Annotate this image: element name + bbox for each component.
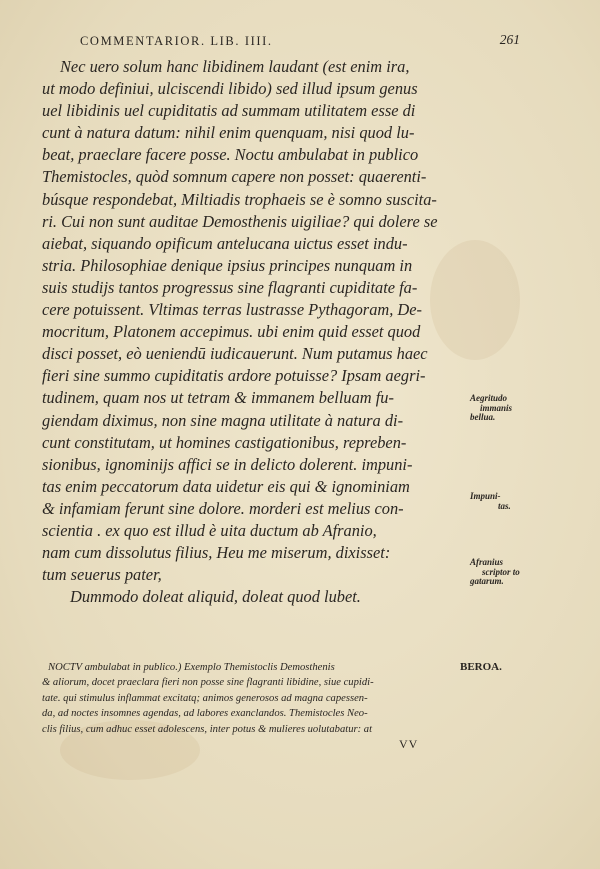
margin-note-aegritudo <box>470 394 544 423</box>
margin-note-line: bellua. <box>470 412 496 422</box>
text-line: tudinem, quam nos ut tetram & immanem belluam fu- <box>42 388 394 408</box>
text-line: cere potuissent. Vltimas terras lustrasse Pythagoram, De- <box>42 300 422 320</box>
text-line: uel libidinis uel cupiditatis ad summam utilitatem esse di <box>42 101 416 121</box>
text-line: tum seuerus pater, <box>42 565 162 585</box>
margin-note-line: tas. <box>498 500 511 511</box>
margin-note-line: Afranius <box>470 557 504 567</box>
text-line: scientia . ex quo est illud è uita ductum ab Afranio, <box>42 520 377 540</box>
commentary-line: clis filius, cum adhuc esset adolescens, inter potus & mulieres uolutabatur: at <box>42 723 373 735</box>
text-line: giendam diximus, non sine magna utilitate à natura di- <box>42 410 404 430</box>
commentary-line: tate. qui stimulus inflammat excitatq; animos generosos ad magna capessen- <box>42 692 368 704</box>
margin-note-line: scriptor to <box>482 566 520 577</box>
text-line: disci posset, eò ueniendū iudicauerunt. Num putamus haec <box>42 344 428 364</box>
verse-line: Dummodo doleat aliquid, doleat quod lubet. <box>70 587 361 607</box>
margin-note-line: Aegritudo <box>470 393 508 403</box>
running-head <box>80 34 520 49</box>
text-line: fieri sine summo cupiditatis ardore potuisse? Ipsam aegri- <box>42 366 426 386</box>
paper-stain <box>430 240 520 360</box>
text-line: Themistocles, quòd somnum capere non posset: quaerenti- <box>42 167 427 187</box>
margin-note-impunitas <box>470 492 544 511</box>
margin-note-line: gatarum. <box>470 576 504 586</box>
text-line: beat, praeclare facere posse. Noctu ambulabat in publico <box>42 145 419 165</box>
margin-note-afranius <box>470 558 544 587</box>
text-line: nam cum dissolutus filius, Heu me miserum, dixisset: <box>42 543 391 563</box>
margin-note-line: immanis <box>480 402 513 413</box>
folio-number: 261 <box>499 32 520 47</box>
commentary-margin-note: BEROA. <box>460 661 502 673</box>
catchword: VV <box>399 737 419 751</box>
text-line: cunt à natura datum: nihil enim quenquam, nisi quod lu- <box>42 123 415 143</box>
commentary-line: NOCTV ambulabat in publico.) Exemplo Themistoclis Demosthenis <box>48 662 335 673</box>
text-line: stria. Philosophiae denique ipsius principes nunquam in <box>42 255 413 275</box>
text-line: búsque respondebat, Miltiadis trophaeis se è somno suscita- <box>42 189 437 209</box>
text-line: ri. Cui non sunt auditae Demosthenis uigiliae? qui dolere se <box>42 211 438 231</box>
margin-note-line: Impuni- <box>470 491 501 501</box>
main-text-block <box>42 56 520 608</box>
text-line: mocritum, Platonem accepimus. ubi enim quid esset quod <box>42 322 421 342</box>
text-line: cunt constitutam, ut homines castigationibus, repreben- <box>42 432 407 452</box>
text-line: suis studijs tantos progressus sine flagranti cupiditate fa- <box>42 277 418 297</box>
commentary-block <box>42 660 462 737</box>
commentary-line: da, ad noctes insomnes agendas, ad labores exanclandos. Themistocles Neo- <box>42 708 368 720</box>
text-line: sionibus, ignominijs affici se in delicto dolerent. impuni- <box>42 454 413 474</box>
text-line: ut modo definiui, ulciscendi libido) sed illud ipsum genus <box>42 79 418 99</box>
text-line: tas enim peccatorum data uidetur eis qui & ignominiam <box>42 476 410 496</box>
text-line: aiebat, siquando opificum antelucana uictus esset indu- <box>42 233 408 253</box>
running-head-title: COMMENTARIOR. LIB. IIII. <box>80 34 273 48</box>
text-line: & infamiam ferunt sine dolore. morderi est melius con- <box>42 498 404 518</box>
text-line: Nec uero solum hanc libidinem laudant (est enim ira, <box>60 57 410 76</box>
commentary-line: & aliorum, docet praeclara fieri non posse sine flagranti libidine, siue cupidi- <box>42 677 374 689</box>
